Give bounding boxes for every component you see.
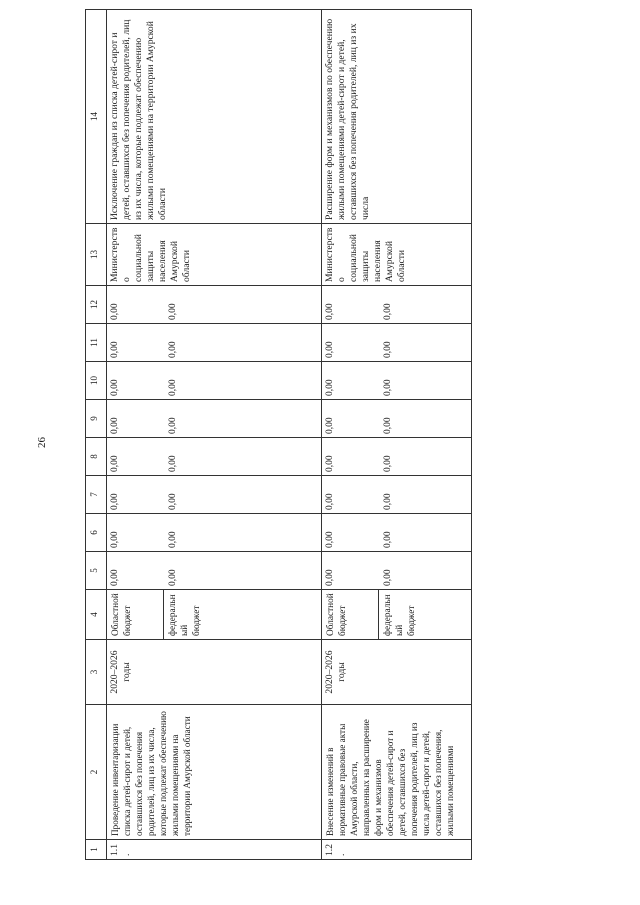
value-cell: 0,00 [383,417,393,434]
header-cell: 5 [86,552,107,590]
value-cell: 0,00 [110,531,120,548]
row-number: 1.2. [322,840,472,860]
value-col-10 [107,362,322,400]
value-col-5 [322,552,472,590]
activity-name: Внесение изменений в нормативные правовые акты Амурской области, направленных на расширение форм и механизмов обеспечения детей-сирот и детей, оставшихся без попечения родителей, лиц из числа детей-сирот и детей, оставшихся без попечения, жилыми помещениями [322,705,472,840]
header-cell: 13 [86,224,107,286]
executor: Министерство социальной защиты населения Амурской области [107,224,322,286]
header-cell: 14 [86,10,107,224]
header-cell: 1 [86,840,107,860]
value-col-6 [322,514,472,552]
value-col-7 [322,476,472,514]
value-col-12 [107,286,322,324]
row-number: 1.1. [107,840,322,860]
period: 2020–2026 годы [322,640,472,705]
value-col-8 [107,438,322,476]
value-cell: 0,00 [168,455,178,472]
value-cell: 0,00 [325,303,335,320]
value-cell: 0,00 [325,417,335,434]
header-cell: 6 [86,514,107,552]
value-cell: 0,00 [110,455,120,472]
program-activities-table [85,9,472,860]
header-cell: 3 [86,640,107,705]
value-col-11 [107,324,322,362]
value-cell: 0,00 [168,303,178,320]
value-cell: 0,00 [325,569,335,586]
table-row [322,10,472,860]
expected-result: Расширение форм и механизмов по обеспечению жилыми помещениями детей-сирот и детей, оставшихся без попечения родителей, лиц из их числа [322,10,472,224]
expected-result: Исключение граждан из списка детей-сирот и детей, оставшихся без попечения родителей, лиц из их числа, которые подлежат обеспечению жилыми помещениями на территории Амурской области [107,10,322,224]
header-cell: 2 [86,705,107,840]
value-col-9 [107,400,322,438]
budget-regional: Областной бюджет [111,593,133,636]
value-cell: 0,00 [110,417,120,434]
header-cell: 4 [86,590,107,640]
value-cell: 0,00 [168,417,178,434]
budget-regional: Областной бюджет [326,593,348,636]
value-col-9 [322,400,472,438]
value-col-10 [322,362,472,400]
header-row [86,10,107,860]
executor: Министерство социальной защиты населения Амурской области [322,224,472,286]
value-col-8 [322,438,472,476]
page-number: 26 [36,437,48,448]
activity-name: Проведение инвентаризации списка детей-сирот и детей, оставшихся без попечения родителей, лиц из их числа, которые подлежат обеспечению жилыми помещениями на территории Амурской области [107,705,322,840]
header-cell: 8 [86,438,107,476]
value-cell: 0,00 [168,531,178,548]
value-cell: 0,00 [383,303,393,320]
value-cell: 0,00 [168,569,178,586]
value-cell: 0,00 [383,531,393,548]
value-cell: 0,00 [383,455,393,472]
budget-sources [322,590,472,640]
value-cell: 0,00 [325,455,335,472]
value-cell: 0,00 [168,379,178,396]
header-cell: 7 [86,476,107,514]
value-col-6 [107,514,322,552]
value-cell: 0,00 [110,569,120,586]
value-cell: 0,00 [325,341,335,358]
budget-federal: федеральный бюджет [378,590,421,639]
value-col-11 [322,324,472,362]
header-cell: 12 [86,286,107,324]
value-cell: 0,00 [383,379,393,396]
value-cell: 0,00 [325,531,335,548]
value-cell: 0,00 [110,379,120,396]
table-row [107,10,322,860]
value-cell: 0,00 [325,493,335,510]
value-col-12 [322,286,472,324]
value-col-7 [107,476,322,514]
period: 2020–2026 годы [107,640,322,705]
value-cell: 0,00 [110,303,120,320]
value-cell: 0,00 [110,493,120,510]
value-cell: 0,00 [168,341,178,358]
value-cell: 0,00 [168,493,178,510]
value-cell: 0,00 [325,379,335,396]
value-cell: 0,00 [383,493,393,510]
value-cell: 0,00 [110,341,120,358]
value-cell: 0,00 [383,341,393,358]
value-cell: 0,00 [383,569,393,586]
header-cell: 10 [86,362,107,400]
budget-sources [107,590,322,640]
rotated-table-container [85,18,475,860]
header-cell: 11 [86,324,107,362]
header-cell: 9 [86,400,107,438]
budget-federal: федеральный бюджет [163,590,206,639]
value-col-5 [107,552,322,590]
